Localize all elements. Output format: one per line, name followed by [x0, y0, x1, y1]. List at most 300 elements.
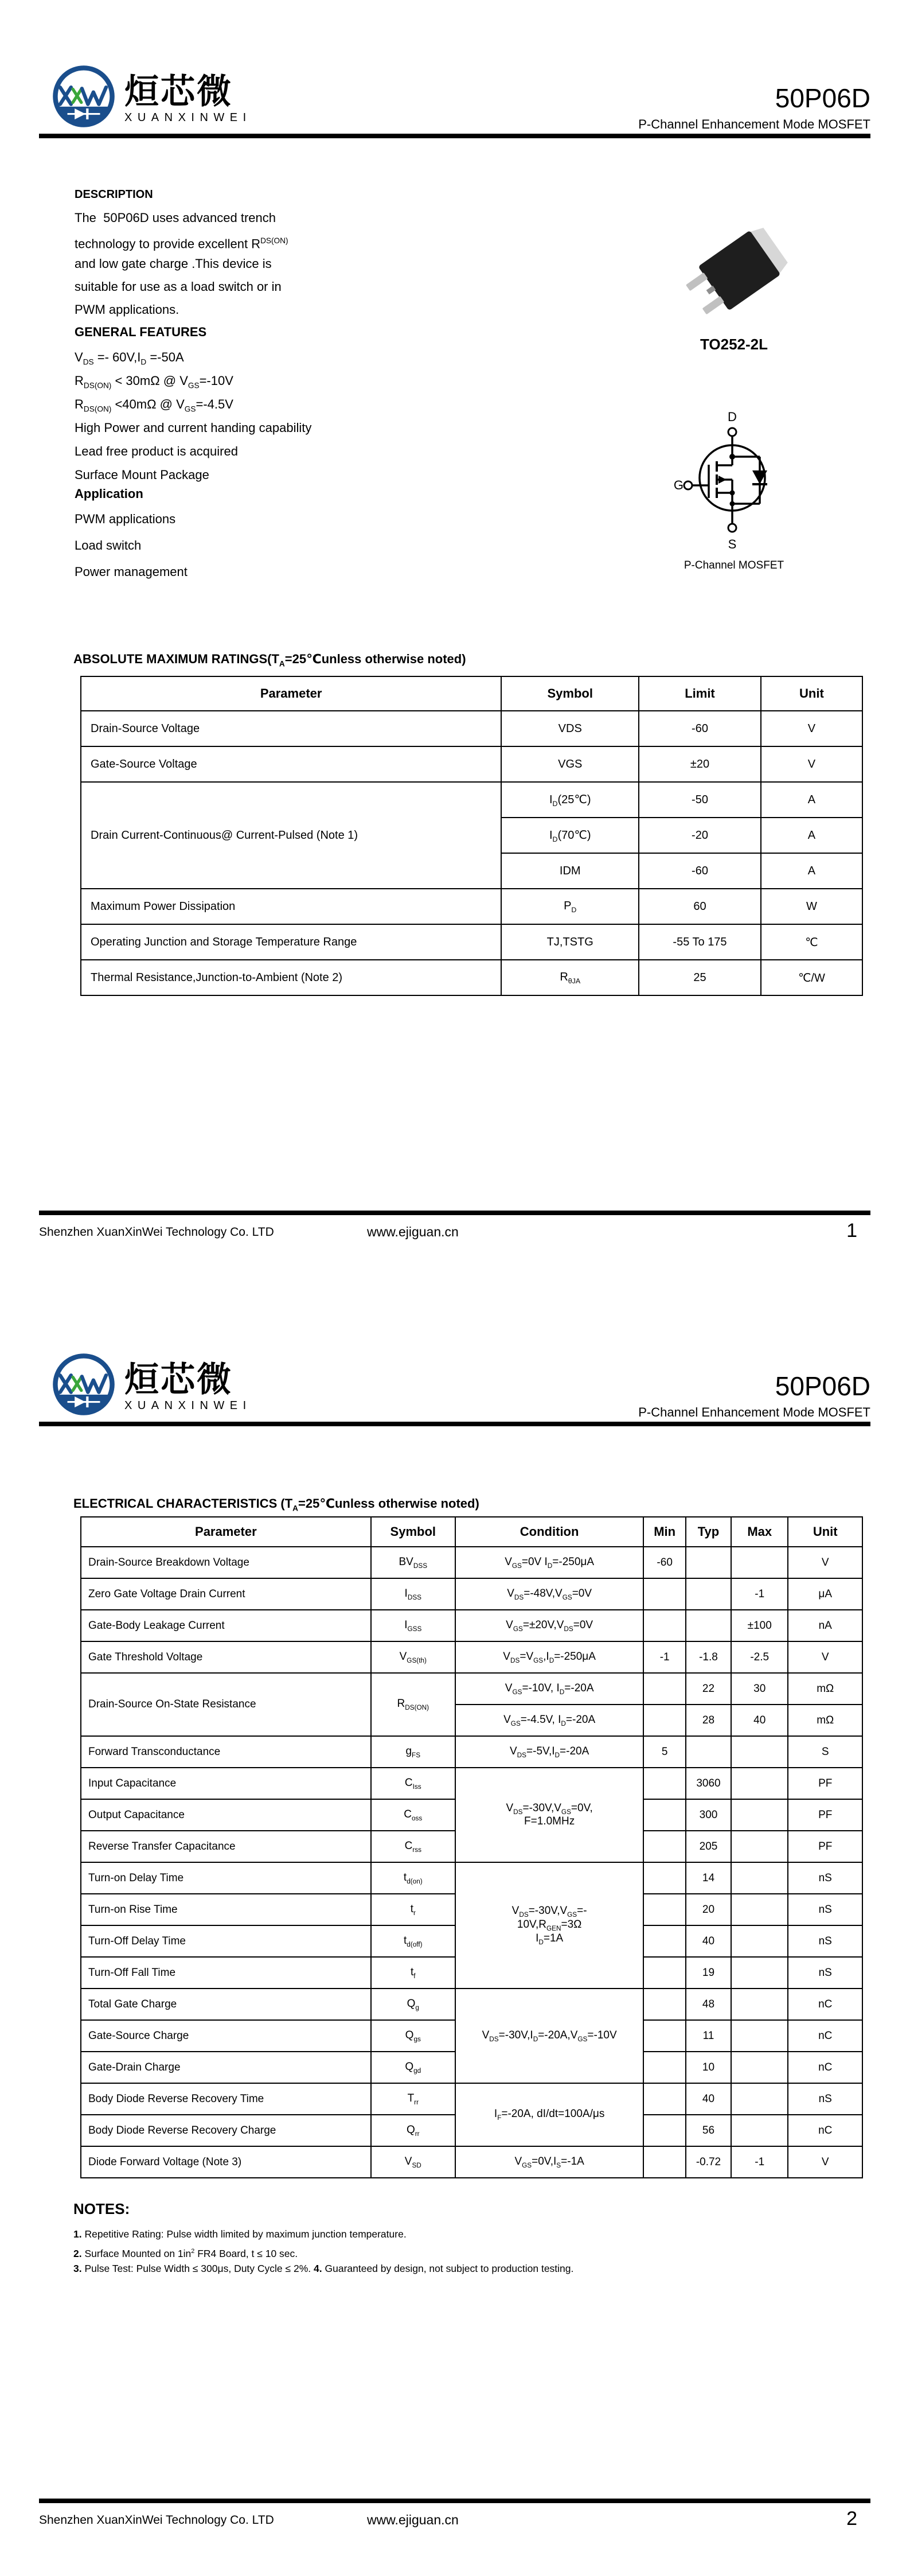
min-cell — [643, 1862, 686, 1894]
text-segment: A — [292, 1504, 298, 1513]
symbol-cell — [371, 1578, 455, 1610]
column-header: Limit — [639, 676, 761, 711]
min-cell — [643, 1894, 686, 1925]
text-segment: DS — [510, 1656, 520, 1664]
company-name: Shenzhen XuanXinWei Technology Co. LTD — [39, 2513, 274, 2527]
text-segment: SD — [412, 2161, 421, 2169]
website-link[interactable]: www.ejiguan.cn — [367, 2512, 459, 2527]
max-cell: 40 — [731, 1705, 788, 1736]
text-segment: rr — [414, 2098, 419, 2106]
param-cell — [81, 1610, 371, 1641]
max-cell: -1 — [731, 2146, 788, 2178]
abs-max-table-wrap — [80, 676, 863, 996]
unit-cell: PF — [788, 1799, 862, 1831]
symbol-cell — [371, 1547, 455, 1578]
max-cell — [731, 2083, 788, 2115]
page-number: 2 — [846, 2508, 857, 2530]
text-segment: D — [554, 1751, 560, 1759]
text-segment: ELECTRICAL CHARACTERISTICS (T — [73, 1496, 293, 1511]
text-segment: V — [505, 1682, 513, 1694]
unit-cell: A — [761, 818, 862, 853]
elec-table — [80, 1516, 863, 2178]
min-cell — [643, 1831, 686, 1862]
elec-table-wrap — [80, 1516, 863, 2178]
text-segment: Thermal Resistance,Junction-to-Ambient (Note 2) — [91, 971, 343, 984]
symbol-cell — [371, 1641, 455, 1673]
typ-cell: 205 — [686, 1831, 731, 1862]
text-segment: Maximum Power Dissipation — [91, 900, 236, 913]
param-cell — [81, 924, 501, 960]
text-segment: ,I — [543, 1650, 549, 1663]
typ-cell: 40 — [686, 1925, 731, 1957]
param-cell — [81, 889, 501, 924]
text-segment: I — [494, 2108, 498, 2120]
text-segment: P — [564, 899, 572, 912]
text-segment: g — [415, 2003, 419, 2011]
text-segment: F — [497, 2114, 502, 2122]
text-segment: =1A — [543, 1932, 564, 1944]
text-segment: I — [549, 828, 553, 842]
param-cell — [81, 1641, 371, 1673]
text-segment: Drain-Source Breakdown Voltage — [88, 1556, 249, 1569]
footer-rule — [39, 1211, 870, 1215]
symbol-cell — [501, 818, 639, 853]
min-cell — [643, 2146, 686, 2178]
column-header: Parameter — [81, 1517, 371, 1547]
text-segment: VDS — [558, 722, 582, 735]
text-segment: V — [511, 1905, 520, 1917]
mosfet-symbol-caption: P-Channel MOSFET — [684, 559, 784, 571]
text-segment: d(on) — [407, 1877, 423, 1885]
text-segment: DSS — [413, 1562, 428, 1570]
text-segment: V — [503, 1713, 511, 1726]
text-segment: t — [410, 1902, 413, 1915]
text-segment: GS — [511, 1562, 522, 1570]
text-segment: =-10V, I — [522, 1682, 560, 1694]
text-segment: technology to provide excellent R — [75, 236, 261, 251]
text-segment: =-4.5V — [196, 397, 233, 411]
text-segment: R — [75, 397, 84, 411]
product-subtitle: P-Channel Enhancement Mode MOSFET — [638, 1405, 870, 1419]
product-subtitle: P-Channel Enhancement Mode MOSFET — [638, 117, 870, 131]
text-segment: =-30V,I — [498, 2029, 533, 2041]
min-cell — [643, 1957, 686, 1989]
text-segment: V — [507, 1587, 514, 1600]
note-item — [73, 2225, 819, 2243]
text-segment: High Power and current handing capability — [75, 421, 312, 435]
application-item: PWM applications — [75, 512, 176, 526]
text-segment: Lead free product is acquired — [75, 444, 238, 458]
table-row — [81, 1610, 862, 1641]
logo-text — [124, 63, 252, 124]
typ-cell — [686, 1547, 731, 1578]
text-segment: GS — [513, 1625, 523, 1633]
condition-cell — [455, 1578, 643, 1610]
typ-cell: 10 — [686, 2052, 731, 2083]
note-item — [73, 2243, 819, 2260]
text-segment: GS — [510, 1719, 521, 1727]
note-item — [73, 2260, 819, 2277]
text-segment: oss — [412, 1814, 423, 1822]
text-segment: T — [407, 2092, 415, 2104]
unit-cell: nC — [788, 2115, 862, 2146]
symbol-cell — [371, 1736, 455, 1768]
text-segment: C — [404, 1776, 413, 1789]
limit-cell: -20 — [639, 818, 761, 853]
text-segment: D — [538, 1938, 544, 1946]
text-segment: =25℃unless otherwise noted) — [284, 652, 466, 666]
feature-item — [75, 463, 464, 487]
header-part-block — [638, 1372, 870, 1420]
text-segment: R — [560, 970, 568, 983]
text-segment: D — [561, 1719, 566, 1727]
min-cell — [643, 1610, 686, 1641]
symbol-cell — [371, 1989, 455, 2020]
company-logo — [49, 63, 252, 130]
param-cell — [81, 2115, 371, 2146]
text-segment: =- — [577, 1905, 587, 1917]
text-segment: =-20A,V — [538, 2029, 578, 2041]
symbol-cell — [501, 746, 639, 782]
header-part-block — [638, 84, 870, 132]
application-heading: Application — [75, 487, 143, 501]
limit-cell: -55 To 175 — [639, 924, 761, 960]
unit-cell: S — [788, 1736, 862, 1768]
text-segment: V — [506, 1801, 514, 1814]
website-link[interactable]: www.ejiguan.cn — [367, 1224, 459, 1239]
logo-en-text: XUANXINWEI — [124, 111, 252, 124]
max-cell — [731, 1989, 788, 2020]
text-segment: gs — [413, 2035, 421, 2043]
text-segment: =-30V,V — [528, 1905, 568, 1917]
text-segment: I — [404, 1618, 408, 1631]
column-header: Min — [643, 1517, 686, 1547]
text-segment: Turn-Off Delay Time — [88, 1935, 186, 1947]
text-segment: V — [482, 2029, 490, 2041]
text-segment: Gate-Source Voltage — [91, 757, 197, 771]
symbol-cell — [371, 2020, 455, 2052]
application-item: Load switch — [75, 538, 142, 552]
company-name: Shenzhen XuanXinWei Technology Co. LTD — [39, 1225, 274, 1239]
text-segment: BV — [399, 1555, 413, 1568]
text-segment: =3Ω — [561, 1919, 582, 1931]
text-segment: f — [413, 1972, 416, 1980]
param-cell — [81, 1831, 371, 1862]
max-cell — [731, 1957, 788, 1989]
condition-cell — [455, 2146, 643, 2178]
text-segment: V — [509, 1745, 517, 1757]
text-segment: GS — [561, 1808, 571, 1816]
condition-cell — [455, 1547, 643, 1578]
text-segment: FR4 Board, t ≤ 10 sec. — [194, 2247, 298, 2259]
text-segment: =-20A — [565, 1713, 596, 1726]
table-row — [81, 1768, 862, 1799]
table-row — [81, 2146, 862, 2178]
limit-cell: ±20 — [639, 746, 761, 782]
symbol-cell — [371, 2115, 455, 2146]
symbol-cell — [371, 2052, 455, 2083]
max-cell — [731, 1768, 788, 1799]
unit-cell: μA — [788, 1578, 862, 1610]
text-segment: GS — [184, 404, 196, 414]
text-segment: =-30V,V — [522, 1801, 561, 1814]
unit-cell: nS — [788, 1894, 862, 1925]
param-cell — [81, 1989, 371, 2020]
table-row — [81, 746, 862, 782]
text-segment: GS — [512, 1688, 522, 1696]
text-segment: V — [505, 1555, 512, 1568]
min-cell — [643, 1799, 686, 1831]
param-cell — [81, 1925, 371, 1957]
min-cell: 5 — [643, 1736, 686, 1768]
text-segment: V — [75, 350, 83, 364]
table-row — [81, 889, 862, 924]
limit-cell: -60 — [639, 711, 761, 746]
mosfet-symbol-diagram — [642, 406, 826, 555]
condition-cell — [455, 1610, 643, 1641]
text-segment: I — [404, 1587, 408, 1600]
logo-emblem-icon — [49, 63, 119, 130]
param-cell — [81, 960, 501, 995]
symbol-cell — [371, 1673, 455, 1736]
text-segment: 3. — [73, 2263, 82, 2274]
min-cell — [643, 1673, 686, 1705]
column-header: Parameter — [81, 676, 501, 711]
text-segment: FS — [412, 1751, 421, 1759]
text-segment: I — [549, 793, 553, 806]
package-photo — [657, 213, 811, 331]
text-segment: rss — [412, 1846, 421, 1854]
param-cell — [81, 782, 501, 889]
condition-cell — [455, 2083, 643, 2146]
column-header: Max — [731, 1517, 788, 1547]
text-segment: GS — [533, 1656, 544, 1664]
text-segment: S — [556, 2161, 561, 2169]
text-segment: Q — [406, 2123, 415, 2136]
text-segment: 2 — [191, 2248, 195, 2255]
text-segment: GS — [562, 1593, 572, 1601]
min-cell — [643, 2052, 686, 2083]
param-cell — [81, 711, 501, 746]
text-segment: =-250μA — [554, 1650, 596, 1663]
table-row — [81, 1547, 862, 1578]
text-segment: Q — [407, 1997, 416, 2010]
text-segment: =0V, — [571, 1801, 593, 1814]
notes-heading: NOTES: — [73, 2200, 130, 2217]
text-segment: gd — [413, 2067, 421, 2075]
symbol-cell — [501, 853, 639, 889]
header-rule — [39, 134, 870, 138]
abs-max-title — [73, 652, 466, 668]
text-segment: DSS — [407, 1593, 422, 1601]
param-cell — [81, 1736, 371, 1768]
text-segment: (70℃) — [557, 828, 591, 842]
unit-cell: nC — [788, 1989, 862, 2020]
description-paragraph — [75, 207, 442, 321]
text-segment: GS — [567, 1911, 577, 1919]
text-segment: A — [279, 659, 285, 668]
text-segment: =-4.5V, I — [520, 1713, 561, 1726]
param-cell — [81, 746, 501, 782]
text-segment: C — [404, 1808, 412, 1820]
text-segment: Forward Transconductance — [88, 1745, 221, 1758]
column-header: Unit — [761, 676, 862, 711]
table-row — [81, 960, 862, 995]
text-segment: V — [503, 1650, 510, 1663]
text-segment: =-48V,V — [524, 1587, 563, 1600]
symbol-cell — [371, 2146, 455, 2178]
typ-cell: 22 — [686, 1673, 731, 1705]
symbol-cell — [501, 711, 639, 746]
application-item: Power management — [75, 565, 188, 579]
param-cell — [81, 1862, 371, 1894]
text-segment: =-20A — [564, 1682, 594, 1694]
typ-cell: -1.8 — [686, 1641, 731, 1673]
text-segment: GS — [577, 2035, 588, 2043]
part-number: 50P06D — [775, 1371, 870, 1401]
typ-cell: 19 — [686, 1957, 731, 1989]
max-cell: 30 — [731, 1673, 788, 1705]
typ-cell: 300 — [686, 1799, 731, 1831]
symbol-cell — [501, 924, 639, 960]
table-header-row — [81, 1517, 862, 1547]
text-segment: Gate-Source Charge — [88, 2029, 189, 2042]
page-2 — [0, 1288, 910, 2576]
symbol-cell — [371, 1610, 455, 1641]
logo-en-text: XUANXINWEI — [124, 1399, 252, 1412]
features-list — [75, 345, 464, 487]
min-cell — [643, 1989, 686, 2020]
unit-cell: V — [788, 1547, 862, 1578]
text-segment: Turn-on Delay Time — [88, 1871, 184, 1884]
text-segment: 4. — [314, 2263, 322, 2274]
typ-cell: 48 — [686, 1989, 731, 2020]
text-segment: The 50P06D uses advanced trench — [75, 211, 276, 225]
max-cell — [731, 1894, 788, 1925]
text-segment: Drain-Source Voltage — [91, 722, 200, 735]
column-header: Symbol — [501, 676, 639, 711]
table-row — [81, 2083, 862, 2115]
min-cell — [643, 1925, 686, 1957]
features-heading: GENERAL FEATURES — [75, 325, 207, 339]
min-cell — [643, 2020, 686, 2052]
text-segment: r — [413, 1909, 416, 1917]
unit-cell: A — [761, 853, 862, 889]
text-segment: t — [411, 1966, 414, 1978]
table-row — [81, 1989, 862, 2020]
max-cell — [731, 2115, 788, 2146]
text-segment: =-20A — [560, 1745, 589, 1757]
text-segment: =-5V,I — [526, 1745, 555, 1757]
typ-cell: 56 — [686, 2115, 731, 2146]
text-segment: D — [547, 1562, 553, 1570]
table-row — [81, 1673, 862, 1705]
typ-cell: 11 — [686, 2020, 731, 2052]
min-cell: -1 — [643, 1641, 686, 1673]
max-cell: -2.5 — [731, 1641, 788, 1673]
limit-cell: -60 — [639, 853, 761, 889]
application-list — [75, 506, 442, 585]
text-segment: C — [404, 1839, 413, 1852]
condition-cell — [455, 1989, 643, 2083]
pin-d-label: D — [728, 410, 737, 424]
text-segment: Surface Mounted on 1in — [81, 2247, 192, 2259]
condition-cell — [455, 1641, 643, 1673]
text-segment: < 30mΩ @ V — [111, 373, 188, 388]
unit-cell: A — [761, 782, 862, 818]
typ-cell: 28 — [686, 1705, 731, 1736]
text-segment: (25℃) — [557, 793, 591, 806]
text-segment: <40mΩ @ V — [111, 397, 185, 411]
symbol-cell — [371, 1925, 455, 1957]
text-segment: Turn-on Rise Time — [88, 1903, 178, 1916]
unit-cell: ℃/W — [761, 960, 862, 995]
text-segment: Body Diode Reverse Recovery Time — [88, 2092, 264, 2105]
max-cell — [731, 1799, 788, 1831]
symbol-cell — [371, 1768, 455, 1799]
text-segment: DS(ON) — [260, 236, 288, 245]
text-segment: DS — [489, 2035, 499, 2043]
pin-g-label: G — [673, 478, 684, 492]
description-line — [75, 298, 442, 321]
description-line — [75, 229, 442, 252]
symbol-cell — [371, 2083, 455, 2115]
text-segment: R — [75, 373, 84, 388]
symbol-cell — [501, 889, 639, 924]
condition-cell — [455, 1705, 643, 1736]
symbol-cell — [371, 1957, 455, 1989]
min-cell — [643, 2115, 686, 2146]
table-row — [81, 782, 862, 818]
text-segment: DS(ON) — [83, 381, 112, 390]
text-segment: GS — [522, 2161, 532, 2169]
text-segment: =0V — [572, 1587, 592, 1600]
text-segment: DS(ON) — [83, 404, 112, 414]
table-row — [81, 1862, 862, 1894]
text-segment: =- 60V,I — [93, 350, 141, 364]
param-cell — [81, 1894, 371, 1925]
text-segment: suitable for use as a load switch or in — [75, 279, 282, 294]
param-cell — [81, 2146, 371, 2178]
text-segment: Diode Forward Voltage (Note 3) — [88, 2155, 242, 2168]
part-number: 50P06D — [775, 83, 870, 113]
text-segment: V — [506, 1618, 513, 1631]
column-header: Symbol — [371, 1517, 455, 1547]
feature-item — [75, 439, 464, 463]
text-segment: D — [533, 2035, 538, 2043]
text-segment: =-10V — [587, 2029, 617, 2041]
column-header: Condition — [455, 1517, 643, 1547]
unit-cell: nC — [788, 2020, 862, 2052]
symbol-cell — [371, 1799, 455, 1831]
description-line — [75, 207, 442, 229]
description-line — [75, 275, 442, 298]
text-segment: R — [397, 1698, 405, 1710]
max-cell — [731, 1547, 788, 1578]
text-segment: V — [399, 1650, 407, 1663]
header-rule — [39, 1422, 870, 1426]
unit-cell: W — [761, 889, 862, 924]
text-segment: g — [405, 1745, 412, 1757]
text-segment: IDM — [559, 864, 581, 877]
text-segment: I — [536, 1932, 539, 1944]
text-segment: Operating Junction and Storage Temperature Range — [91, 935, 357, 948]
text-segment: DS — [517, 1751, 527, 1759]
text-segment: Gate Threshold Voltage — [88, 1651, 203, 1663]
text-segment: Reverse Transfer Capacitance — [88, 1840, 236, 1853]
text-segment: t — [403, 1871, 407, 1884]
column-header: Unit — [788, 1517, 862, 1547]
